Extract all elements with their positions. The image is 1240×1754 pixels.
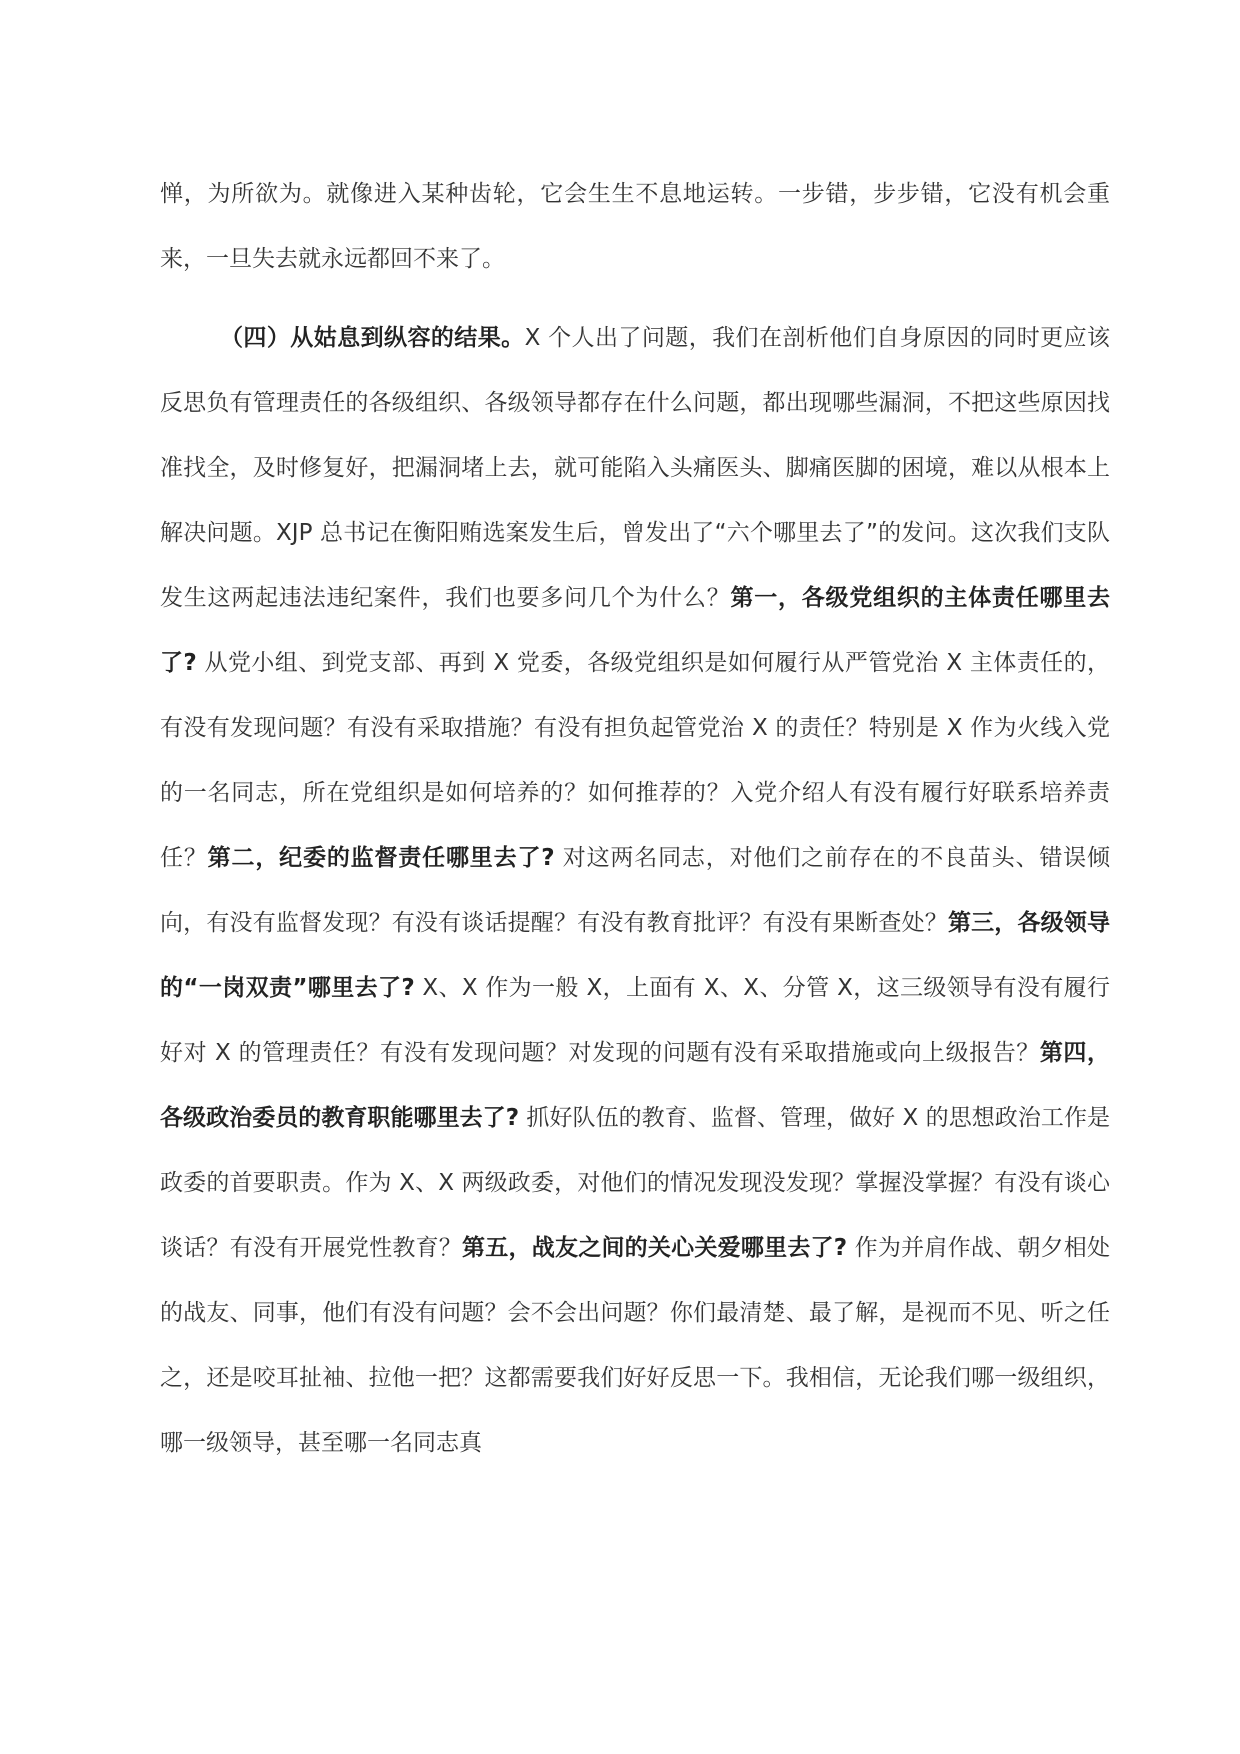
question-two-text: 对这两名同志，对他们之前存在的不良苗头、错误倾向，有没有监督发现？有没有谈话提醒？有没有教育批评？有没有果断查处？ (160, 845, 1111, 936)
question-four-label: 第四，各级政治委员的教育职能哪里去了? (160, 1040, 1110, 1131)
question-five-label: 第五，战友之间的关心关爱哪里去了? (462, 1235, 848, 1261)
section-four-intro: X 个人出了问题，我们在剖析他们自身原因的同时更应该反思负有管理责任的各级组织、各级领导都存在什么问题，都出现哪些漏洞，不把这些原因找准找全，及时修复好，把漏洞堵上去，就可能陷入头痛医头、脚痛医脚的困境，难以从根本上解决问题。XJP 总书记在衡阳贿选案发生后，曾发出了“六个哪里去了”的发问。这次我们支队发生这两起违法违纪案件，我们也要多问几个为什么？ (160, 325, 1111, 611)
section-four-heading: （四）从姑息到纵容的结果。 (220, 325, 525, 351)
question-three-text: X、X 作为一般 X，上面有 X、X、分管 X，这三级领导有没有履行好对 X 的管理责任？有没有发现问题？对发现的问题有没有采取措施或向上级报告？ (160, 975, 1110, 1066)
question-one-label: 第一，各级党组织的主体责任哪里去了? (160, 585, 1111, 676)
question-five-text: 作为并肩作战、朝夕相处的战友、同事，他们有没有问题？会不会出问题？你们最清楚、最了解，是视而不见、听之任之，还是咬耳扯袖、拉他一把？这都需要我们好好反思一下。我相信，无论我们哪一级组织，哪一级领导，甚至哪一名同志真 (160, 1235, 1111, 1456)
question-two-label: 第二，纪委的监督责任哪里去了? (207, 845, 555, 871)
question-four-text: 抓好队伍的教育、监督、管理，做好 X 的思想政治工作是政委的首要职责。作为 X、X 两级政委，对他们的情况发现没发现？掌握没掌握？有没有谈心谈话？有没有开展党性教育？ (160, 1105, 1110, 1261)
paragraph-continued: 惮，为所欲为。就像进入某种齿轮，它会生生不息地运转。一步错，步步错，它没有机会重来，一旦失去就永远都回不来了。 (160, 181, 1110, 272)
paragraph-section-four (160, 306, 1110, 1476)
question-three-label: 第三，各级领导的“一岗双责”哪里去了? (160, 910, 1111, 1001)
question-one-text: 从党小组、到党支部、再到 X 党委，各级党组织是如何履行从严管党治 X 主体责任的，有没有发现问题？有没有采取措施？有没有担负起管党治 X 的责任？特别是 X 作为火线入党的一名同志，所在党组织是如何培养的？如何推荐的？入党介绍人有没有履行好联系培养责任？ (160, 650, 1110, 871)
